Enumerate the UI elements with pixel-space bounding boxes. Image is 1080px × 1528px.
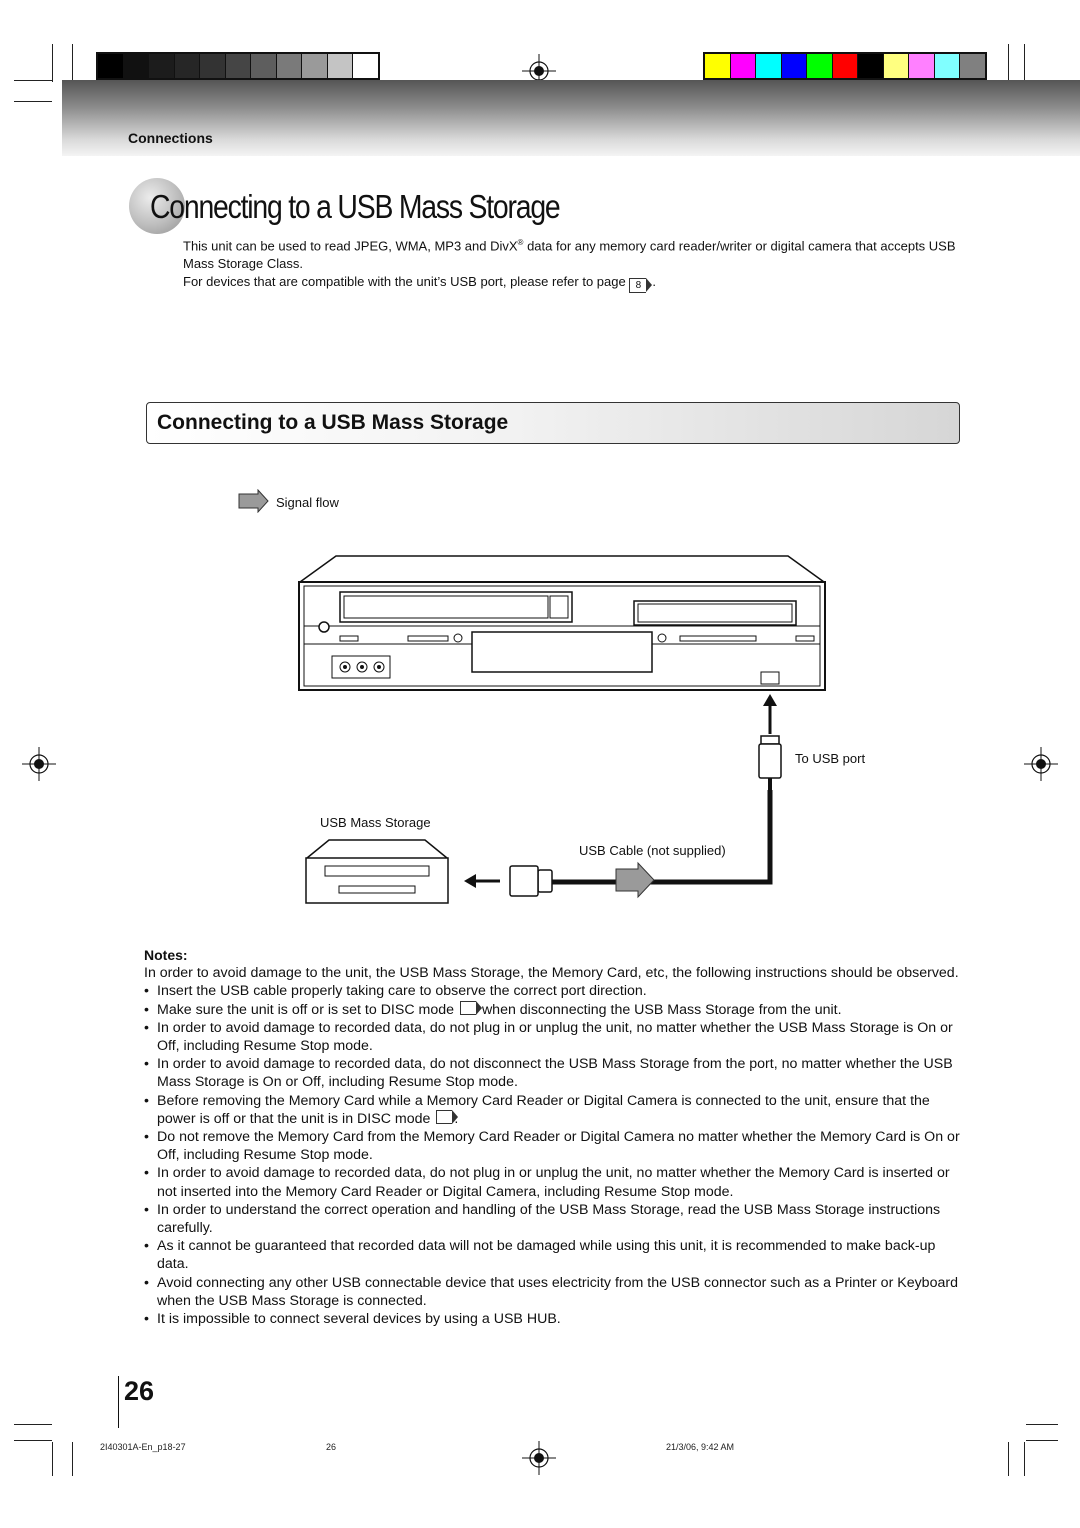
crop-mark <box>14 1440 52 1441</box>
crop-mark <box>1024 1442 1025 1476</box>
crop-mark <box>14 101 52 102</box>
intro-text <box>183 234 973 293</box>
to-usb-port-label: To USB port <box>795 751 866 766</box>
color-swatch <box>328 54 354 78</box>
footer-page: 26 <box>326 1442 337 1452</box>
color-swatch <box>884 54 910 78</box>
color-swatch <box>200 54 226 78</box>
color-swatch <box>149 54 175 78</box>
color-swatch <box>807 54 833 78</box>
page-number: 26 <box>124 1376 155 1406</box>
notes-list <box>144 982 964 1328</box>
color-swatch <box>277 54 303 78</box>
color-swatch <box>782 54 808 78</box>
usb-mass-storage-device-illustration <box>303 838 451 906</box>
color-swatch <box>175 54 201 78</box>
crop-mark <box>14 80 52 81</box>
usb-cable-label: USB Cable (not supplied) <box>579 843 726 858</box>
grayscale-calibration-bar <box>96 52 380 80</box>
color-swatch <box>124 54 150 78</box>
disc-mode-icon <box>460 1001 476 1015</box>
section-heading-box <box>146 402 960 444</box>
list-item: • As it cannot be guaranteed that recorded data will not be damaged while using this unit, it is recommended to make back-up data. <box>144 1237 964 1273</box>
page-title: Connecting to a USB Mass Storage <box>150 188 560 225</box>
crop-mark <box>1026 1424 1058 1425</box>
list-item: • In order to avoid damage to recorded data, do not disconnect the USB Mass Storage from the port, no matter whether the USB Mass Storage is On or Off, including Resume Stop mode. <box>144 1055 964 1091</box>
crop-mark <box>14 1424 52 1425</box>
notes-intro: In order to avoid damage to the unit, the USB Mass Storage, the Memory Card, etc, the following instructions should be observed. <box>144 965 959 982</box>
color-swatch <box>226 54 252 78</box>
crop-mark <box>1024 44 1025 82</box>
color-swatch <box>935 54 961 78</box>
color-swatch <box>353 54 378 78</box>
list-item: • Insert the USB cable properly taking care to observe the correct port direction. <box>144 982 964 1000</box>
list-item: • Avoid connecting any other USB connectable device that uses electricity from the USB connector such as a Printer or Keyboard when the USB Mass Storage is connected. <box>144 1274 964 1310</box>
signal-flow-label: Signal flow <box>276 495 339 510</box>
crop-mark <box>52 1442 53 1476</box>
color-swatch <box>302 54 328 78</box>
crop-mark <box>72 1442 73 1476</box>
header-band <box>62 80 1080 156</box>
list-item: • Before removing the Memory Card while a Memory Card Reader or Digital Camera is connected to the unit, ensure that the power is off or that the unit is in DISC mode . <box>144 1092 964 1128</box>
color-swatch <box>909 54 935 78</box>
footer-timestamp: 21/3/06, 9:42 AM <box>666 1442 735 1452</box>
registration-mark-icon <box>522 1441 556 1475</box>
crop-mark <box>52 44 53 82</box>
color-calibration-bar <box>703 52 987 80</box>
color-swatch <box>756 54 782 78</box>
usb-mass-storage-label: USB Mass Storage <box>320 815 431 830</box>
color-swatch <box>833 54 859 78</box>
color-swatch <box>705 54 731 78</box>
signal-flow-arrow-icon <box>238 489 270 513</box>
footer-filename: 2I40301A-En_p18-27 <box>100 1442 186 1452</box>
list-item: • Do not remove the Memory Card from the Memory Card Reader or Digital Camera no matter whether the Memory Card is On or Off, including Resume Stop mode. <box>144 1128 964 1164</box>
crop-mark <box>1008 44 1009 82</box>
intro-paragraph-2: For devices that are compatible with the unit’s USB port, please refer to page 8 . <box>183 274 656 292</box>
page-reference-icon: 8 <box>629 278 646 293</box>
notes-section <box>144 946 964 1328</box>
color-swatch <box>731 54 757 78</box>
page-number-rule <box>118 1376 119 1428</box>
usb-connection-diagram <box>440 694 800 914</box>
crop-mark <box>1026 1440 1058 1441</box>
section-label: Connections <box>128 130 213 146</box>
color-swatch <box>858 54 884 78</box>
intro-paragraph-1: This unit can be used to read JPEG, WMA, MP3 and DivX® data for any memory card reader/writer or digital camera that accepts USB Mass Storage Class. <box>183 238 956 272</box>
registration-mark-icon <box>1024 747 1058 781</box>
list-item: • In order to avoid damage to recorded data, do not plug in or unplug the unit, no matter whether the USB Mass Storage is On or Off, including Resume Stop mode. <box>144 1019 964 1055</box>
list-item: • In order to avoid damage to recorded data, do not plug in or unplug the unit, no matter whether the Memory Card is inserted or not inserted into the Memory Card Reader or Digital Camera, including Resume Stop mode. <box>144 1164 964 1200</box>
color-swatch <box>960 54 985 78</box>
disc-mode-icon <box>436 1110 452 1124</box>
list-item: • It is impossible to connect several devices by using a USB HUB. <box>144 1310 964 1328</box>
crop-mark <box>1008 1442 1009 1476</box>
list-item: • Make sure the unit is off or is set to DISC mode when disconnecting the USB Mass Storage from the unit. <box>144 1001 964 1019</box>
list-item: • In order to understand the correct operation and handling of the USB Mass Storage, read the USB Mass Storage instructions carefully. <box>144 1201 964 1237</box>
color-swatch <box>98 54 124 78</box>
registration-mark-icon <box>22 747 56 781</box>
color-swatch <box>251 54 277 78</box>
notes-heading: Notes: <box>144 947 188 963</box>
dvd-vcr-unit-illustration <box>296 554 828 694</box>
crop-mark <box>72 44 73 82</box>
section-heading: Connecting to a USB Mass Storage <box>157 411 509 434</box>
